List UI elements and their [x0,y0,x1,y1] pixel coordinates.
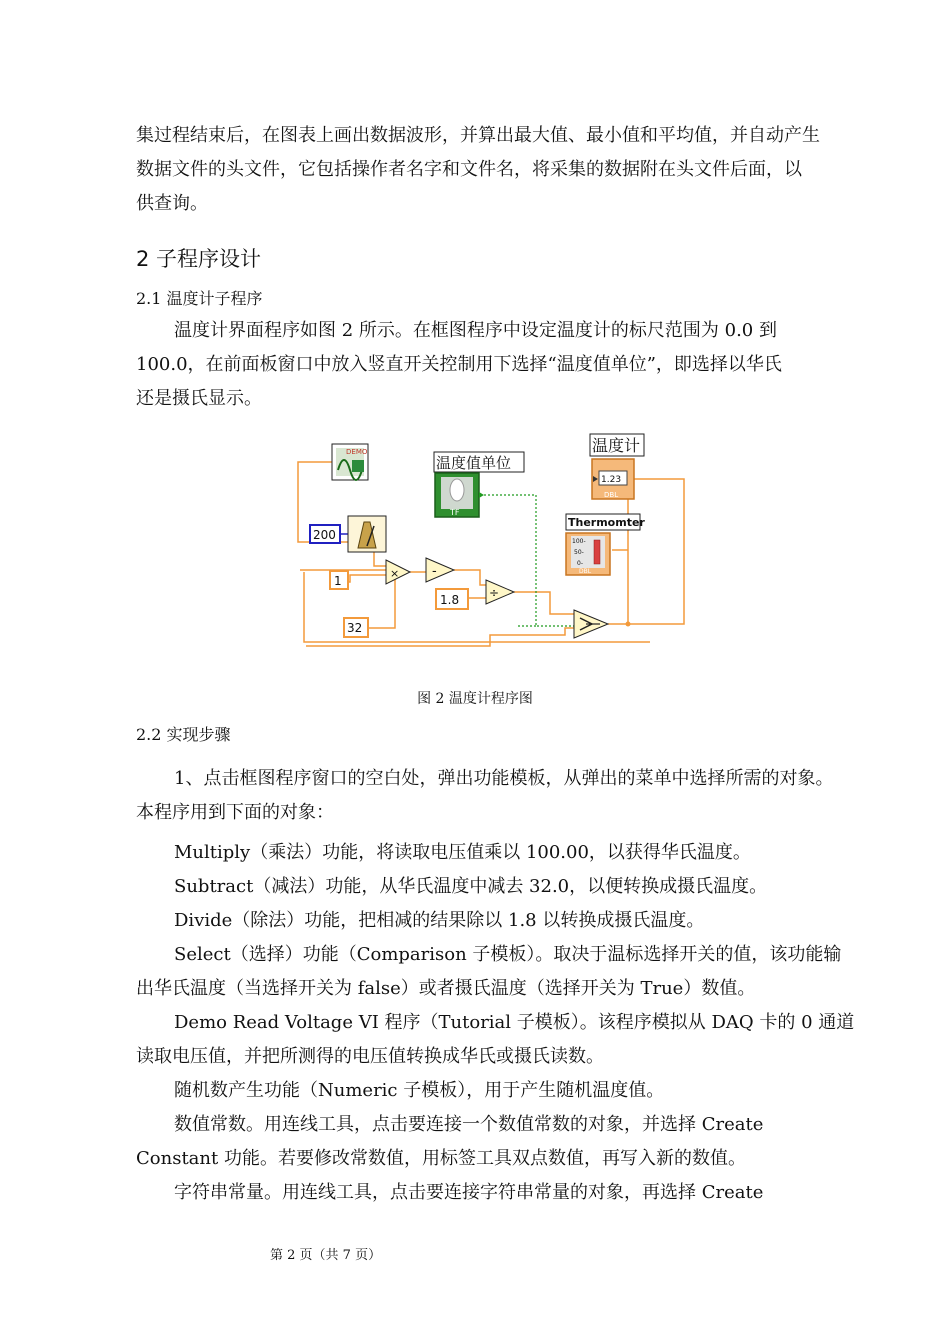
text-line: 温度计界面程序如图 2 所示。在框图程序中设定温度计的标尺范围为 0.0 到 [174,320,777,341]
subtract-symbol: - [432,564,437,579]
text-line: 100.0，在前面板窗口中放入竖直开关控制用下选择“温度值单位”，即选择以华氏 [136,354,782,375]
meter-dbl-label: DBL [604,491,619,499]
unit-switch-terminal [434,452,524,517]
section-title: 2 子程序设计 [136,247,262,271]
wire-junction [626,622,631,627]
thermometer-label: Thermomter [568,516,645,529]
block-diagram-figure [290,430,700,655]
multiply-node [386,560,410,584]
subtract-node [426,558,454,582]
divide-symbol: ÷ [489,586,500,600]
steps-paragraph-1 [136,762,842,830]
figure-caption: 图 2 温度计程序图 [417,691,533,707]
divide-node [486,580,514,604]
steps-list [136,836,855,1210]
const-1-box [330,571,348,589]
multiply-symbol: × [390,567,400,580]
intro-paragraph [136,119,842,221]
text-line: 读取电压值，并把所测得的电压值转换成华氏或摄氏读数。 [136,1046,604,1067]
const-200-value: 200 [313,528,336,542]
thermometer-indicator-terminal [566,514,645,575]
text-line: 1、点击框图程序窗口的空白处，弹出功能模板，从弹出的菜单中选择所需的对象。 [174,768,834,789]
text-line: 字符串常量。用连线工具，点击要连接字符串常量的对象，再选择 Create [174,1182,764,1203]
meter-indicator-terminal [590,434,644,499]
meter-display-value: 1.23 [601,475,622,485]
meter-label: 温度计 [592,436,641,455]
select-node [574,610,608,638]
const-32-value: 32 [347,621,363,635]
text-line: Select（选择）功能（Comparison 子模板）。取决于温标选择开关的值，该功能输 [174,944,842,965]
text-line: 随机数产生功能（Numeric 子模板），用于产生随机温度值。 [174,1080,665,1101]
text-line: 集过程结束后，在图表上画出数据波形，并算出最大值、最小值和平均值，并自动产生 [136,125,820,146]
const-1-value: 1 [334,574,342,588]
body-paragraph [136,314,842,416]
text-line: 还是摄氏显示。 [136,388,262,409]
text-line: Constant 功能。若要修改常数值，用标签工具双点数值，再写入新的数值。 [136,1148,746,1169]
demo-label: DEMO [346,448,368,456]
demo-read-voltage-icon [332,444,368,480]
wait-timer-group [310,516,386,552]
thermo-scale-100: 100- [572,538,586,545]
thermo-dbl-label: DBL [579,568,592,575]
const-1-8-box [436,589,468,609]
const-1-8-value: 1.8 [440,593,460,607]
subsection-title: 2.2 实现步骤 [136,725,231,744]
text-line: 出华氏温度（当选择开关为 false）或者摄氏温度（选择开关为 True）数值。 [136,978,756,999]
text-line: 本程序用到下面的对象： [136,802,334,823]
text-line: 数值常数。用连线工具，点击要连接一个数值常数的对象，并选择 Create [174,1114,764,1135]
boolean-wire [480,495,574,626]
text-line: 数据文件的头文件，它包括操作者名字和文件名，将采集的数据附在头文件后面，以 [136,159,802,180]
thermo-scale-0: 0- [577,560,583,567]
tf-label: TF [450,508,460,517]
subsection-title: 2.1 温度计子程序 [136,289,263,308]
thermo-scale-50: 50- [574,549,584,556]
text-line: Subtract（减法）功能，从华氏温度中减去 32.0，以便转换成摄氏温度。 [174,876,768,897]
unit-switch-label: 温度值单位 [436,454,512,472]
text-line: 供查询。 [136,193,208,214]
text-line: Divide（除法）功能，把相减的结果除以 1.8 以转换成摄氏温度。 [174,910,705,931]
text-line: Demo Read Voltage VI 程序（Tutorial 子模板）。该程序模拟从 DAQ 卡的 0 通道 [174,1012,855,1033]
page-footer: 第 2 页（共 7 页） [270,1248,382,1263]
text-line: Multiply（乘法）功能，将读取电压值乘以 100.00，以获得华氏温度。 [174,842,751,863]
const-32-box [344,618,368,637]
